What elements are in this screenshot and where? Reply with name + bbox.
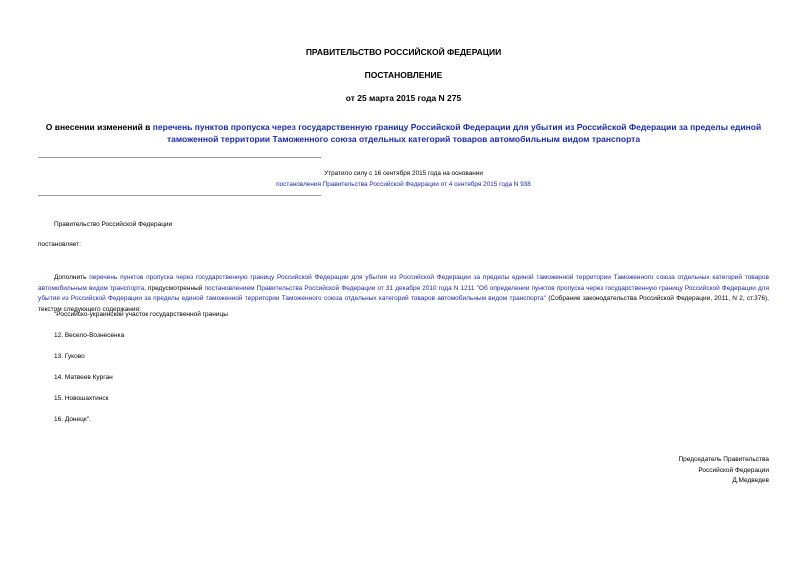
paragraph-end: (Собрание законодательства Российской Федерации, 2011, N 2, ст.376), текстом следующего содержания: (38, 295, 769, 313)
document-type: ПОСТАНОВЛЕНИЕ (364, 70, 443, 80)
list-item: 12. Весело-Вознесенка (54, 332, 125, 339)
paragraph-link-list[interactable]: перечень пунктов пропуска через государственную границу Российской Федерации для убытия из Российской Федерации за пределы единой таможенной территории Таможенного союза отдельных категорий товаров автомобильным видом транспорта (38, 274, 769, 292)
list-item: 14. Матвеев Курган (54, 374, 113, 381)
paragraph-mid: , предусмотренный (144, 284, 205, 292)
decree-text: постановляет: (38, 241, 81, 248)
main-paragraph (38, 273, 769, 315)
list-item: 16. Донецк". (54, 416, 91, 423)
signature-title: Председатель Правительства (678, 456, 769, 463)
list-heading: "Российско-украинский участок государственной границы (54, 311, 228, 318)
list-item: 15. Новошахтинск (54, 395, 109, 402)
repeal-note (190, 168, 617, 190)
paragraph-start: Дополнить (54, 274, 90, 281)
title-prefix: О внесении изменений в (45, 122, 153, 132)
government-heading: ПРАВИТЕЛЬСТВО РОССИЙСКОЙ ФЕДЕРАЦИИ (305, 47, 502, 57)
date-number: от 25 марта 2015 года N 275 (345, 93, 462, 103)
list-item: 13. Гуково (54, 353, 85, 360)
signature-block (678, 455, 769, 487)
paragraph-link-decree[interactable]: постановлением Правительства Российской Федерации от 31 декабря 2010 года N 1211 "Об определении пунктов пропуска через государственную границу Российской Федерации для убытия из Российской Федерации за пределы единой таможенной территории Таможенного союза отдельных категорий товаров автомобильным видом транспорта" (38, 284, 769, 302)
intro-text: Правительство Российской Федерации (54, 221, 173, 228)
signature-name: Д.Медведев (732, 477, 769, 484)
divider-top (38, 157, 321, 158)
title-link[interactable]: перечень пунктов пропуска через государственную границу Российской Федерации для убытия из Российской Федерации за пределы единой таможенной территории Таможенного союза отдельных категорий товаров автомобильным видом транспорта (152, 122, 762, 144)
document-title (38, 121, 769, 145)
repeal-note-text: Утратило силу с 16 сентября 2015 года на основании (324, 170, 483, 177)
signature-org: Российской Федерации (698, 466, 769, 474)
divider-bottom (38, 195, 321, 196)
repeal-note-link[interactable]: постановления Правительства Российской Федерации от 4 сентября 2015 года N 938 (276, 181, 531, 188)
